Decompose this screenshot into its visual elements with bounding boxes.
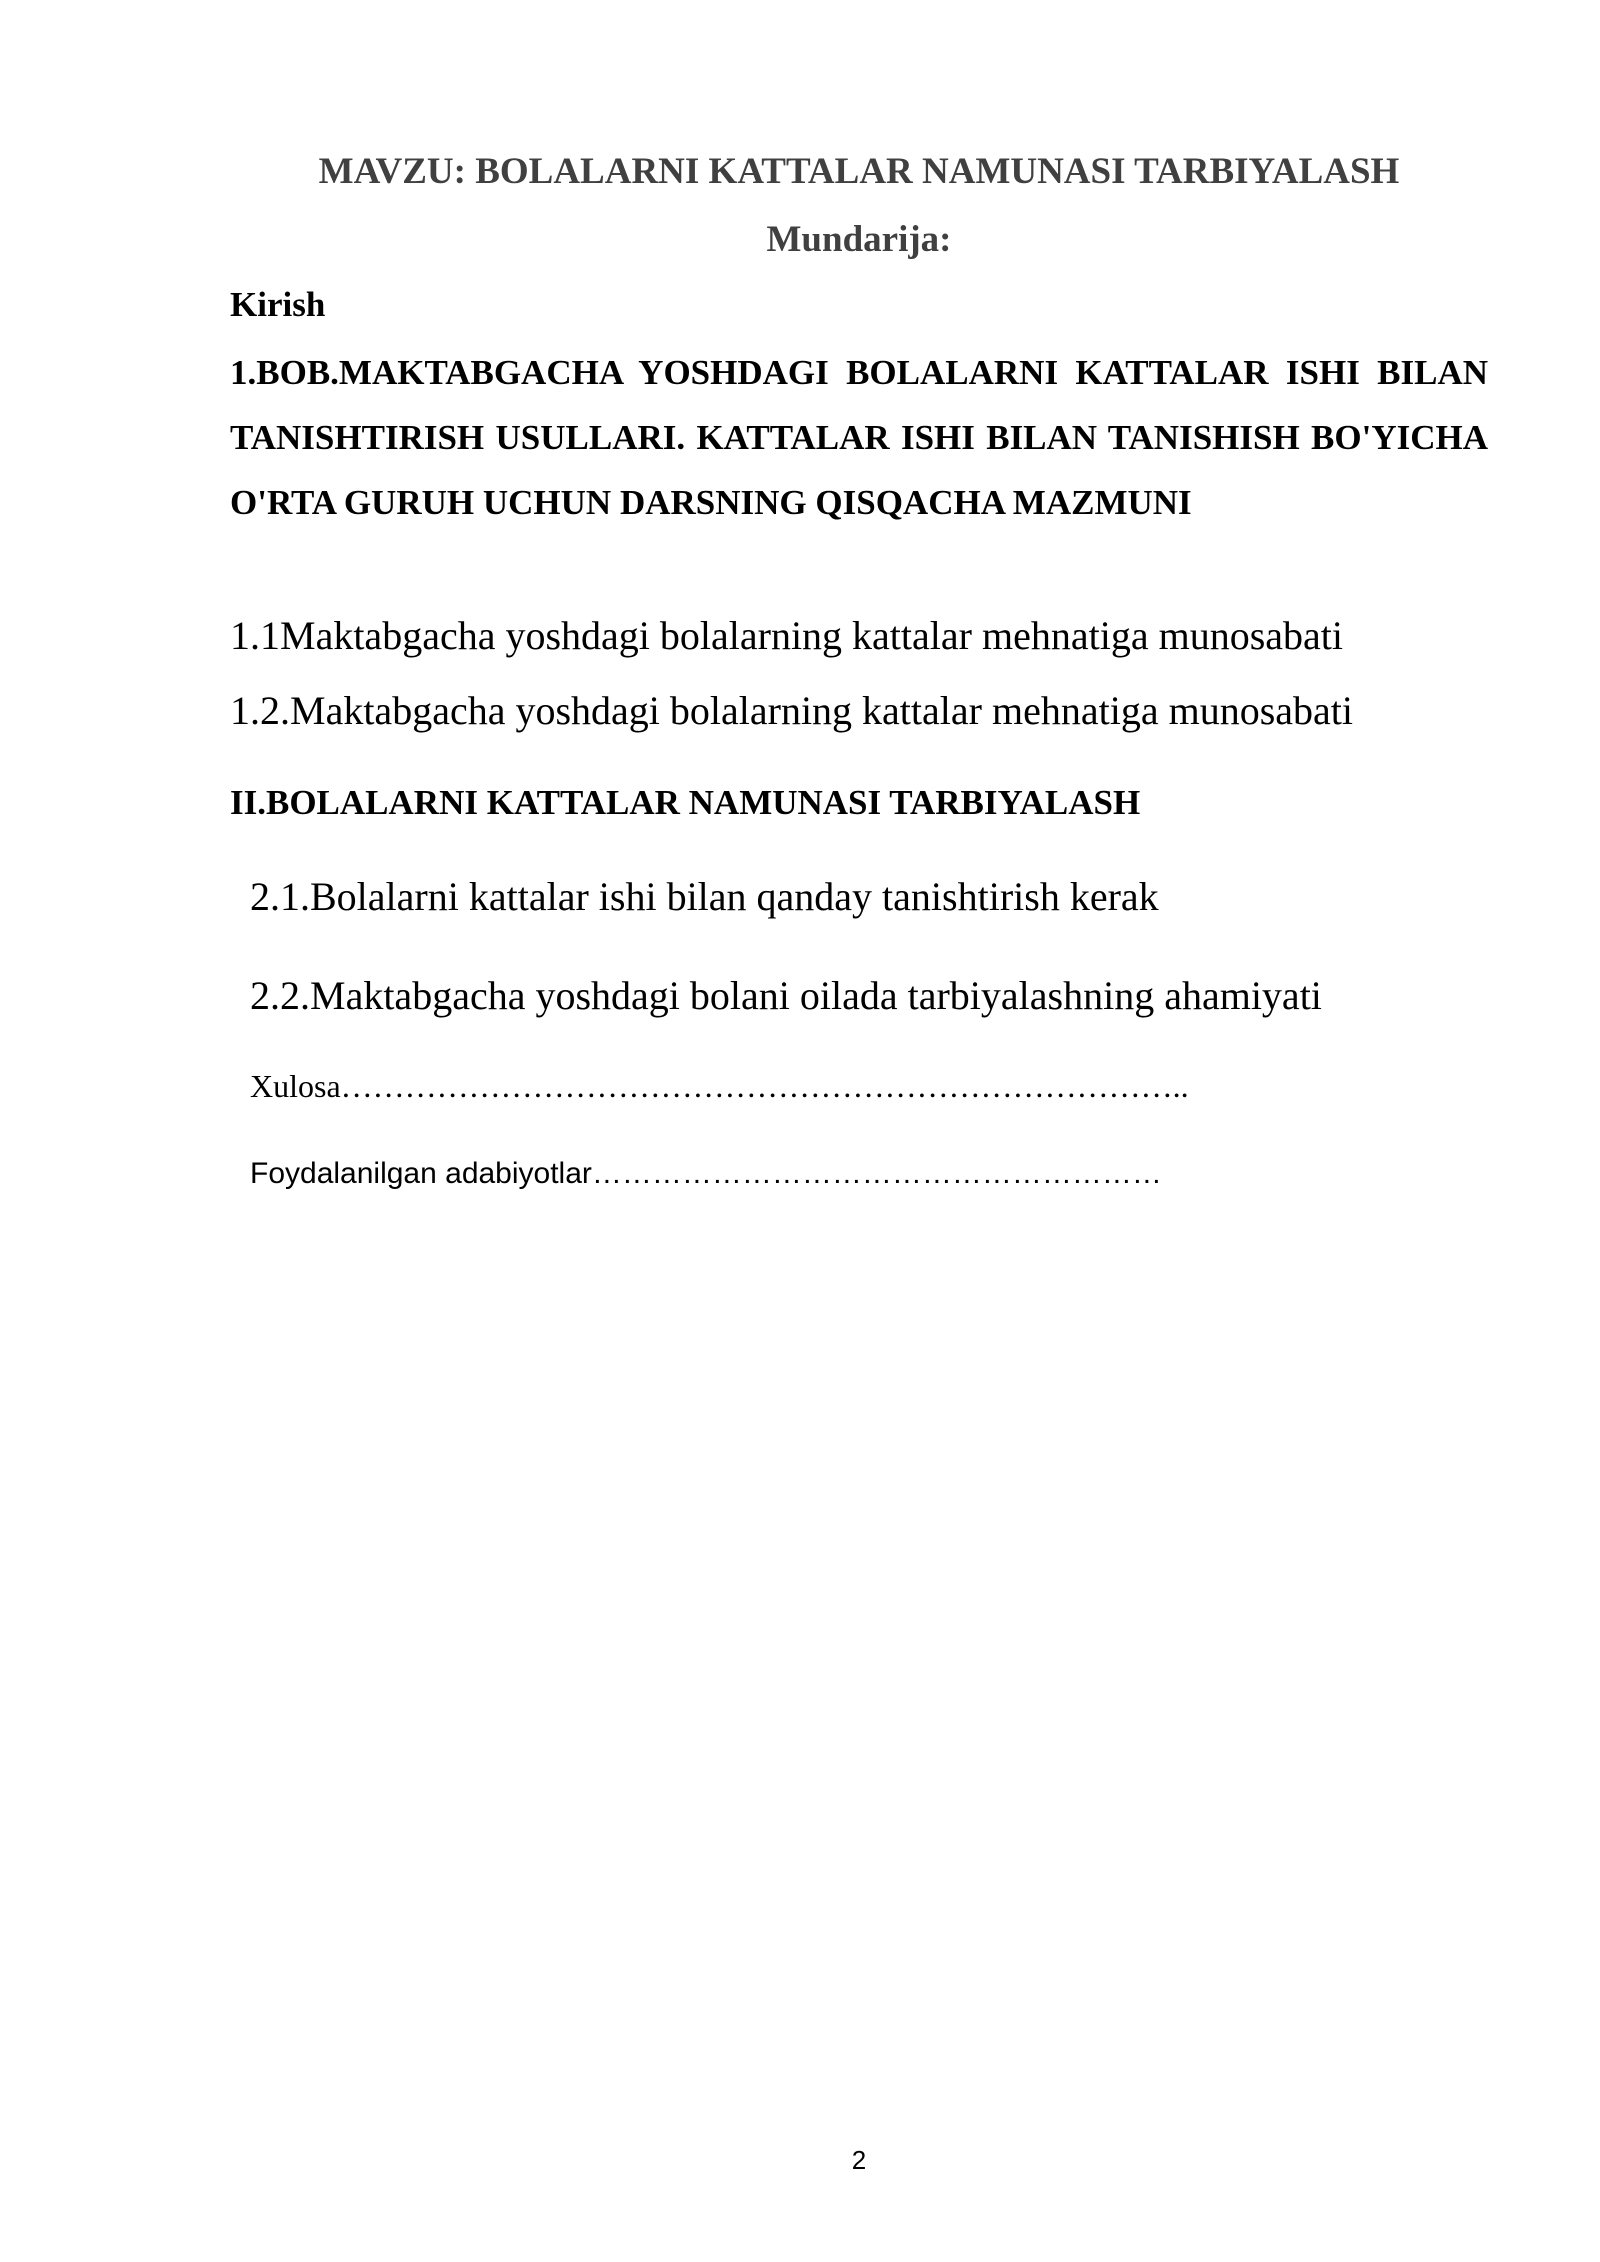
toc-entry-intro: Kirish: [230, 285, 326, 324]
toc-entry-section-2-1: 2.1.Bolalarni kattalar ishi bilan qanday tanishtirish kerak: [250, 874, 1159, 919]
document-title: MAVZU: BOLALARNI KATTALAR NAMUNASI TARBIYALASH: [318, 151, 1400, 192]
toc-entry-chapter-2: II.BOLALARNI KATTALAR NAMUNASI TARBIYALASH: [230, 783, 1141, 822]
toc-entry-chapter-1: 1.BOB.MAKTABGACHA YOSHDAGI BOLALARNI KATTALAR ISHI BILAN TANISHTIRISH USULLARI. KATTALAR ISHI BILAN TANISHISH BO'YICHA O'RTA GURUH UCHUN DARSNING QISQACHA MAZMUNI: [230, 353, 1488, 522]
page-number: 2: [851, 2145, 867, 2175]
toc-entry-section-1-1: 1.1Maktabgacha yoshdagi bolalarning kattalar mehnatiga munosabati: [230, 613, 1343, 658]
toc-entry-references: Foydalanilgan adabiyotlar…………………………………………………: [250, 1157, 1162, 1190]
table-of-contents-heading: Mundarija:: [766, 219, 952, 260]
toc-entry-conclusion: Xulosa……………………………………………………………………..: [250, 1068, 1189, 1104]
toc-entry-section-1-2: 1.2.Maktabgacha yoshdagi bolalarning kattalar mehnatiga munosabati: [230, 688, 1353, 733]
toc-entry-section-2-2: 2.2.Maktabgacha yoshdagi bolani oilada tarbiyalashning ahamiyati: [250, 973, 1322, 1018]
